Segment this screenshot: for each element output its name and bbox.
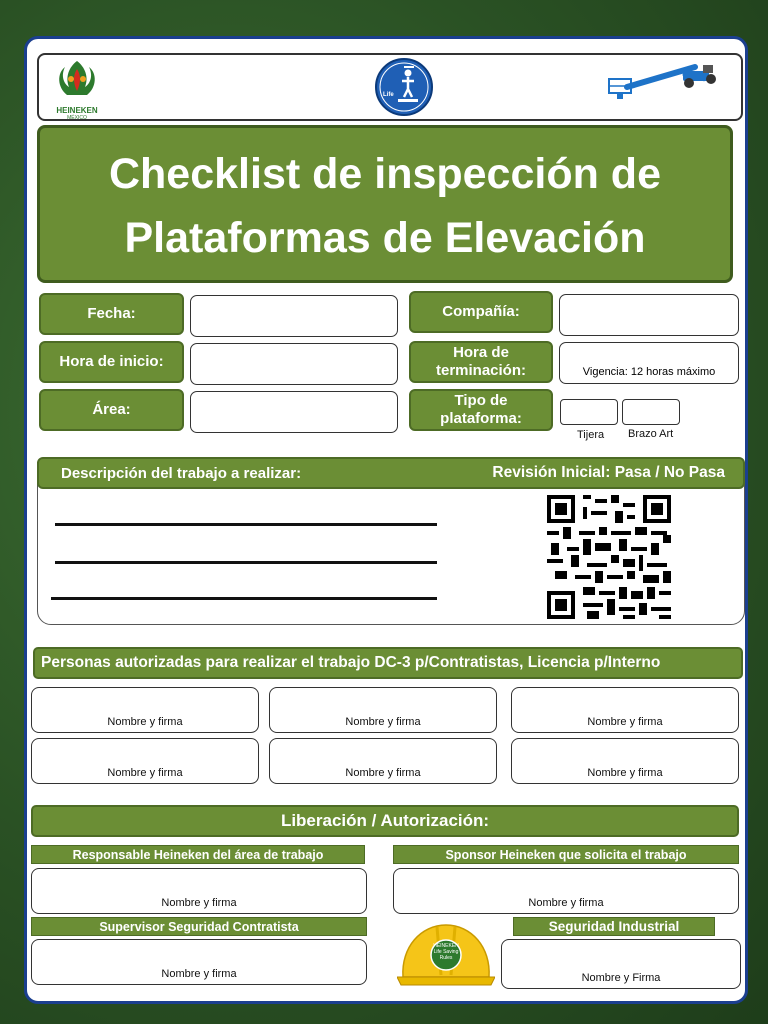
boom-lift-image (605, 57, 725, 119)
qr-code-icon (547, 495, 671, 619)
description-line-2[interactable] (55, 561, 437, 564)
release-header (31, 805, 739, 837)
authorized-signature-5[interactable]: Nombre y firma (269, 738, 497, 784)
review-label: Revisión Inicial: Pasa / No Pasa (492, 464, 725, 481)
seguridad-label: Seguridad Industrial (513, 917, 715, 936)
hora-inicio-field[interactable] (190, 343, 398, 385)
authorized-signature-3[interactable]: Nombre y firma (511, 687, 739, 733)
badge-text: Life (383, 92, 394, 98)
hora-inicio-label: Hora de inicio: (39, 341, 184, 383)
tijera-checkbox[interactable] (560, 399, 618, 425)
tijera-label: Tijera (577, 429, 605, 441)
heineken-logo (47, 57, 107, 121)
brazo-art-label: Brazo Art (628, 428, 674, 440)
header-bar (37, 53, 743, 121)
qr-code (547, 495, 671, 619)
title-line-1: Checklist de inspección de (108, 150, 661, 198)
boom-lift-icon (605, 57, 725, 119)
compania-field[interactable] (559, 294, 739, 336)
description-line-1[interactable] (55, 523, 437, 526)
title-line-2: Plataformas de Elevación (124, 214, 646, 262)
responsable-label: Responsable Heineken del área de trabajo (31, 845, 365, 864)
authorized-label: Personas autorizadas para realizar el trabajo DC-3 p/Contratistas, Licencia p/Interno (41, 654, 661, 671)
authorized-signature-1[interactable]: Nombre y firma (31, 687, 259, 733)
helmet-badge-text: HEINEKEN Life Saving Rules (433, 943, 459, 961)
hora-termino-label-line2: terminación: (435, 362, 526, 379)
supervisor-label: Supervisor Seguridad Contratista (31, 917, 367, 936)
fall-protection-icon (374, 57, 434, 117)
compania-label: Compañía: (409, 291, 553, 333)
safety-helmet-image (397, 917, 495, 993)
hora-termino-field[interactable] (559, 342, 739, 384)
description-header (37, 457, 745, 489)
hora-termino-label (409, 341, 553, 383)
heineken-flame-icon (47, 57, 107, 101)
authorized-signature-2[interactable]: Nombre y firma (269, 687, 497, 733)
page-title (37, 125, 733, 283)
life-saving-badge (374, 57, 434, 117)
responsable-signature[interactable]: Nombre y firma (31, 868, 367, 914)
logo-text: HEINEKEN (56, 106, 98, 115)
supervisor-signature[interactable]: Nombre y firma (31, 939, 367, 985)
fecha-field[interactable] (190, 295, 398, 337)
sponsor-signature[interactable]: Nombre y firma (393, 868, 739, 914)
fecha-label: Fecha: (39, 293, 184, 335)
description-line-3[interactable] (51, 597, 437, 600)
vigencia-note: Vigencia: 12 horas máximo (582, 366, 716, 378)
release-label: Liberación / Autorización: (280, 811, 490, 830)
seguridad-signature[interactable]: Nombre y Firma (501, 939, 741, 989)
sponsor-label: Sponsor Heineken que solicita el trabajo (393, 845, 739, 864)
area-field[interactable] (190, 391, 398, 433)
authorized-signature-6[interactable]: Nombre y firma (511, 738, 739, 784)
logo-subtext: MÉXICO (67, 115, 87, 121)
brazo-art-checkbox[interactable] (622, 399, 680, 425)
tipo-plataforma-label (409, 389, 553, 431)
area-label: Área: (39, 389, 184, 431)
tipo-label-line1: Tipo de (454, 392, 508, 409)
tipo-label-line2: plataforma: (440, 410, 522, 427)
authorized-header (33, 647, 743, 679)
authorized-signature-4[interactable]: Nombre y firma (31, 738, 259, 784)
description-label: Descripción del trabajo a realizar: (61, 464, 302, 482)
hora-termino-label-line1: Hora de (453, 344, 509, 361)
checklist-card (24, 36, 748, 1004)
